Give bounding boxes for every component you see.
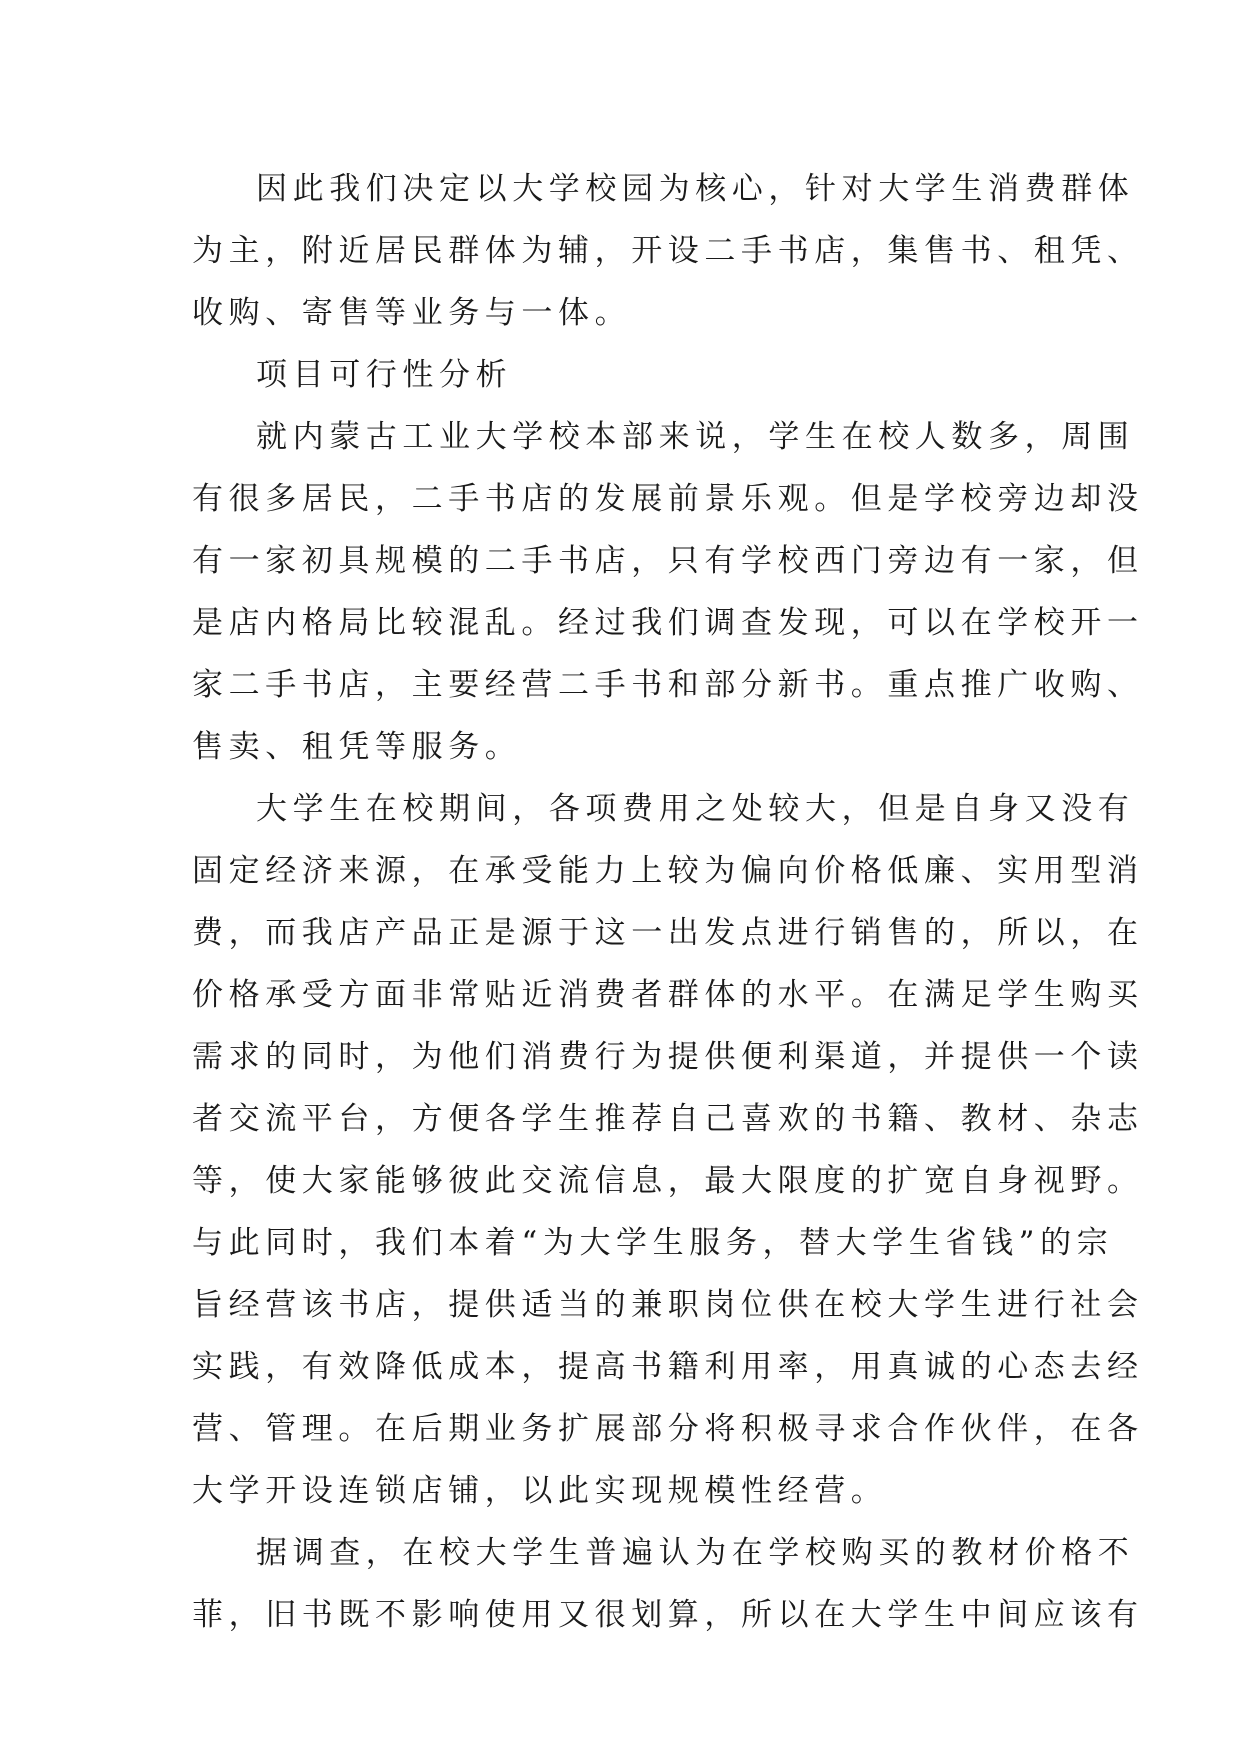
text-line: 大学开设连锁店铺，以此实现规模性经营。 (192, 1473, 888, 1509)
text-line: 需求的同时，为他们消费行为提供便利渠道，并提供一个读 (192, 1039, 1144, 1075)
text-line: 收购、寄售等业务与一体。 (192, 295, 632, 331)
text-line: 因此我们决定以大学校园为核心，针对大学生消费群体 (256, 171, 1135, 207)
text-line: 费，而我店产品正是源于这一出发点进行销售的，所以，在 (192, 915, 1144, 951)
document-body (192, 158, 1144, 1646)
text-line: 价格承受方面非常贴近消费者群体的水平。在满足学生购买 (192, 977, 1144, 1013)
text-line: 是店内格局比较混乱。经过我们调查发现，可以在学校开一 (192, 605, 1144, 641)
text-line: 与此同时，我们本着“为大学生服务，替大学生省钱”的宗 (192, 1225, 1114, 1261)
text-line: 据调查，在校大学生普遍认为在学校购买的教材价格不 (256, 1535, 1135, 1571)
text-line: 为主，附近居民群体为辅，开设二手书店，集售书、租凭、 (192, 233, 1144, 269)
text-line: 等，使大家能够彼此交流信息，最大限度的扩宽自身视野。 (192, 1163, 1144, 1199)
section-heading: 项目可行性分析 (256, 357, 513, 393)
text-line: 家二手书店，主要经营二手书和部分新书。重点推广收购、 (192, 667, 1144, 703)
text-line: 者交流平台，方便各学生推荐自己喜欢的书籍、教材、杂志 (192, 1101, 1144, 1137)
text-line: 售卖、租凭等服务。 (192, 729, 522, 765)
text-line: 固定经济来源，在承受能力上较为偏向价格低廉、实用型消 (192, 853, 1144, 889)
text-line: 营、管理。在后期业务扩展部分将积极寻求合作伙伴，在各 (192, 1411, 1144, 1447)
text-line: 菲，旧书既不影响使用又很划算，所以在大学生中间应该有 (192, 1597, 1144, 1633)
text-line: 大学生在校期间，各项费用之处较大，但是自身又没有 (256, 791, 1135, 827)
text-line: 就内蒙古工业大学校本部来说，学生在校人数多，周围 (256, 419, 1135, 455)
text-line: 旨经营该书店，提供适当的兼职岗位供在校大学生进行社会 (192, 1287, 1144, 1323)
text-line: 有很多居民，二手书店的发展前景乐观。但是学校旁边却没 (192, 481, 1144, 517)
text-line: 实践，有效降低成本，提高书籍利用率，用真诚的心态去经 (192, 1349, 1144, 1385)
text-line: 有一家初具规模的二手书店，只有学校西门旁边有一家，但 (192, 543, 1144, 579)
